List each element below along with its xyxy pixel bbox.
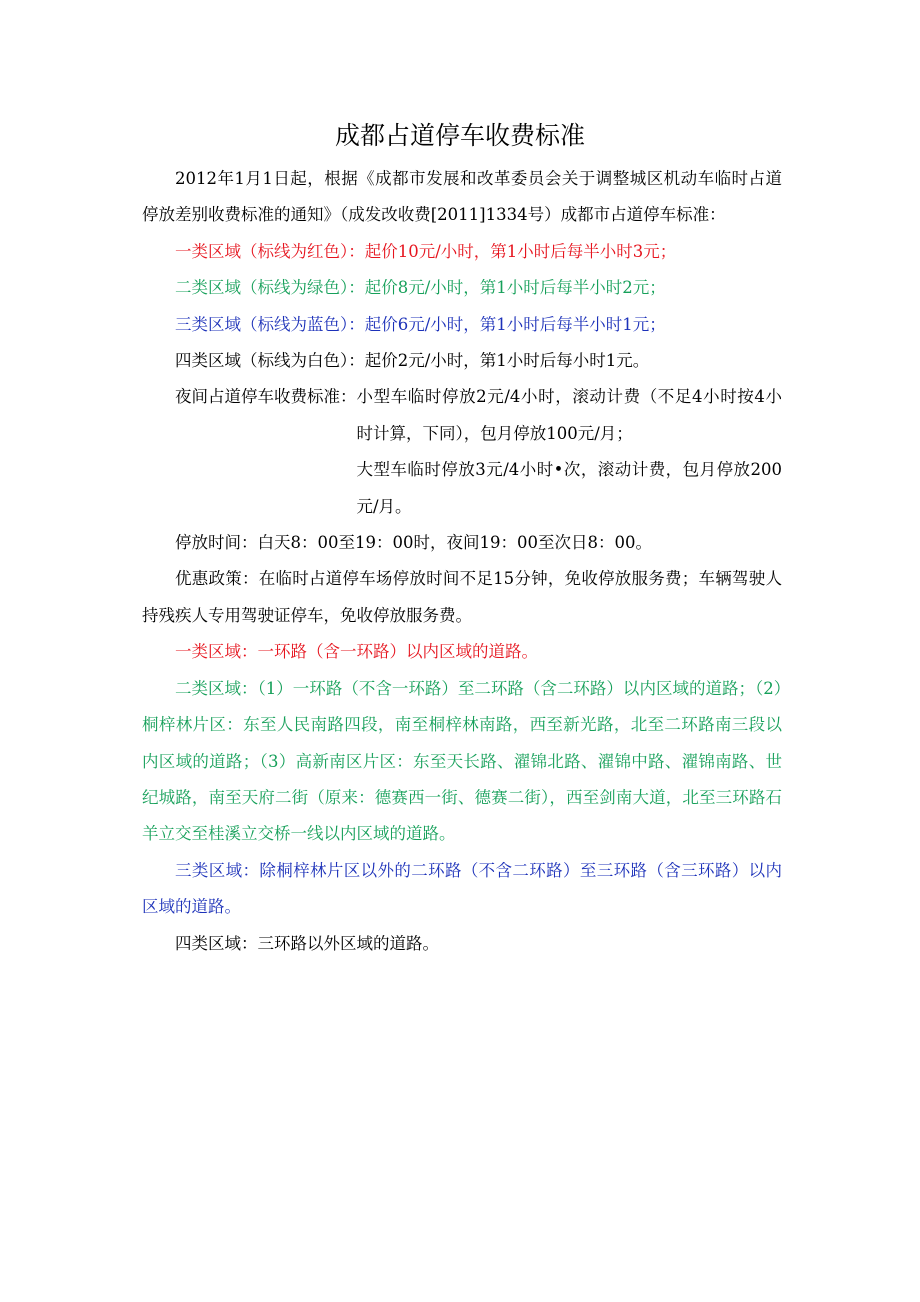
intro-paragraph: 2012年1月1日起，根据《成都市发展和改革委员会关于调整城区机动车临时占道停放差别收费标准的通知》（成发改收费[2011]1334号）成都市占道停车标准： (142, 169, 782, 225)
rate-zone-1: 一类区域（标线为红色）：起价10元/小时，第1小时后每半小时3元； (175, 241, 677, 261)
night-small-car: 小型车临时停放2元/4小时，滚动计费（不足4小时按4小时计算，下同），包月停放100元/月； (356, 387, 782, 443)
night-large-car: 大型车临时停放3元/4小时•次，滚动计费，包月停放200元/月。 (356, 460, 782, 516)
rate-zone-2: 二类区域（标线为绿色）：起价8元/小时，第1小时后每半小时2元； (175, 278, 666, 298)
rate-zone-4: 四类区域（标线为白色）：起价2元/小时，第1小时后每小时1元。 (175, 351, 650, 371)
night-rates-body (357, 379, 783, 525)
parking-time: 停放时间：白天8：00至19：00时，夜间19：00至次日8：00。 (175, 533, 652, 553)
rate-zone-3: 三类区域（标线为蓝色）：起价6元/小时，第1小时后每半小时1元； (175, 314, 666, 334)
zone-definition-1: 一类区域：一环路（含一环路）以内区域的道路。 (175, 642, 538, 662)
document-title: 成都占道停车收费标准 (334, 121, 585, 150)
night-rates (142, 379, 782, 525)
night-rates-label: 夜间占道停车收费标准： (175, 387, 357, 407)
discount-policy: 优惠政策：在临时占道停车场停放时间不足15分钟，免收停放服务费；车辆驾驶人持残疾人专用驾驶证停车，免收停放服务费。 (142, 569, 782, 625)
document-body (142, 161, 782, 962)
zone-definition-3: 三类区域：除桐梓林片区以外的二环路（不含二环路）至三环路（含三环路）以内区域的道路。 (142, 860, 782, 917)
zone-definition-2: 二类区域：（1）一环路（不含一环路）至二环路（含二环路）以内区域的道路；（2）桐梓林片区：东至人民南路四段，南至桐梓林南路，西至新光路，北至二环路南三段以内区域的道路；（3）高新南区片区：东至天长路、濯锦北路、濯锦中路、濯锦南路、世纪城路，南至天府二街（原来：德赛西一街、德赛二街），西至剑南大道，北至三环路石羊立交至桂溪立交桥一线以内区域的道路。 (142, 678, 782, 844)
zone-definition-4: 四类区域：三环路以外区域的道路。 (175, 933, 439, 953)
